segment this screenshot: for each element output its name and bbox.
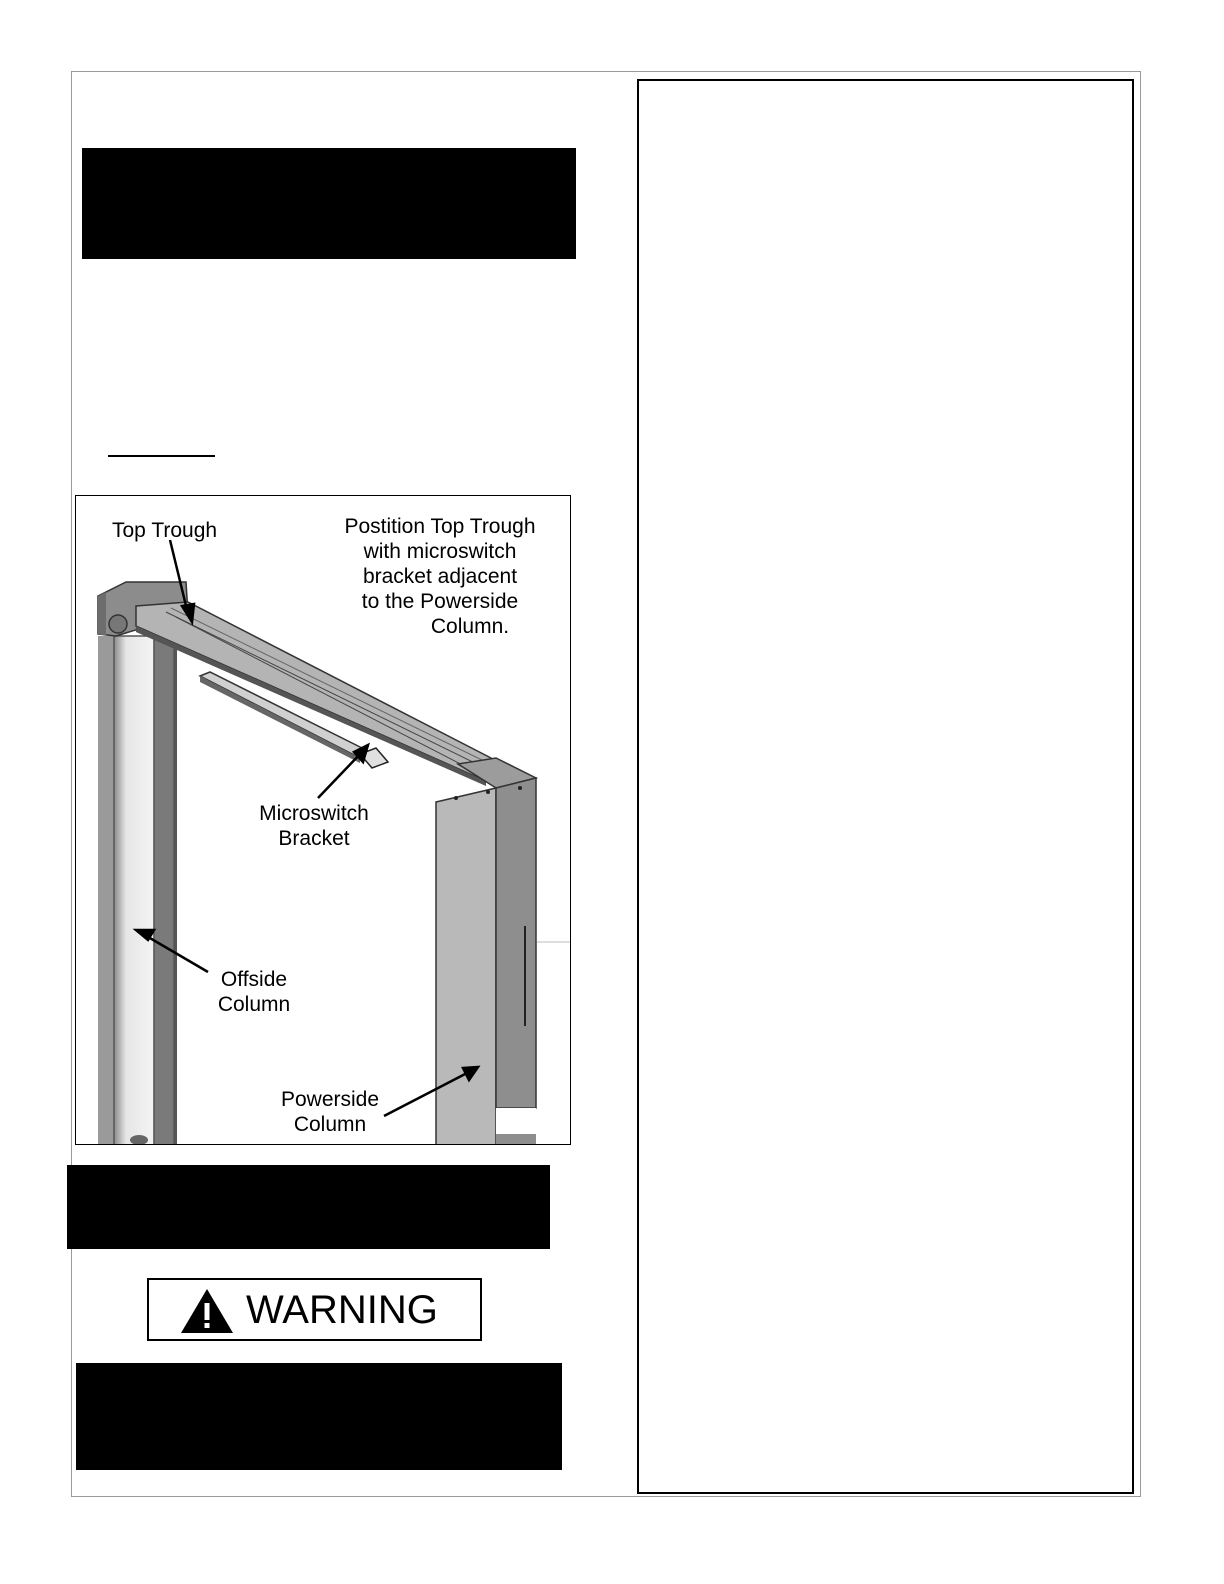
microswitch-line-2: Bracket (278, 827, 350, 850)
microswitch-line-1: Microswitch (259, 802, 369, 825)
callout-powerside-column (270, 1087, 390, 1137)
warning-label: WARNING (246, 1288, 438, 1332)
offside-column-edge (98, 636, 114, 1145)
warning-badge (147, 1278, 482, 1341)
powerside-line-1: Powerside (280, 1088, 380, 1111)
offside-column-face (114, 636, 154, 1145)
powerside-line-2: Column (293, 1113, 367, 1136)
installation-figure (75, 495, 571, 1145)
offside-column-side (154, 636, 174, 1145)
powerside-column-side (496, 778, 536, 1108)
warning-triangle-icon (179, 1287, 235, 1335)
right-column-panel (637, 79, 1134, 1494)
note-line-4: to the Powerside (361, 590, 519, 613)
redacted-caption-block (67, 1165, 550, 1249)
callout-position-note (322, 514, 558, 639)
redacted-header-block (82, 148, 576, 259)
redacted-warning-text (76, 1363, 562, 1470)
callout-top-trough: Top Trough (112, 519, 218, 542)
underline-rule (108, 455, 215, 457)
offside-line-2: Column (217, 993, 291, 1016)
note-line-3: bracket adjacent (362, 565, 518, 588)
offside-line-1: Offside (220, 968, 288, 991)
callout-microswitch-bracket (246, 801, 382, 851)
callout-offside-column (206, 967, 302, 1017)
note-line-1: Postition Top Trough (344, 515, 536, 538)
powerside-column-face (436, 788, 496, 1145)
note-line-2: with microswitch (363, 540, 517, 563)
note-line-5: Column. (430, 615, 510, 638)
